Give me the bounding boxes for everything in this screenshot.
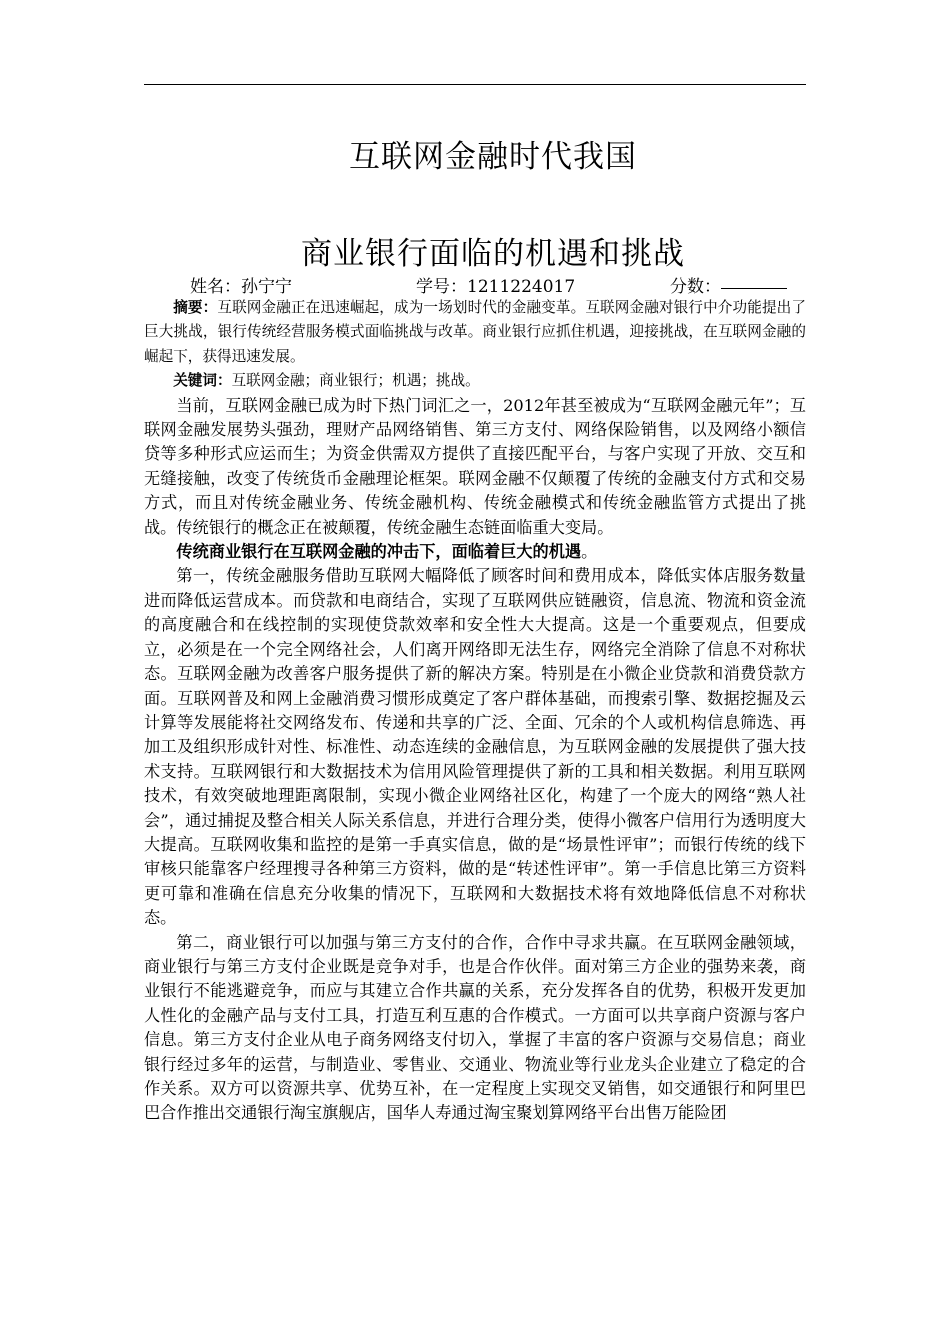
paragraph-2: 第一，传统金融服务借助互联网大幅降低了顾客时间和费用成本，降低实体店服务数量进而降低运营成本。而贷款和电商结合，实现了互联网供应链融资，信息流、物流和资金流的高度融合和在线控制的实现使贷款效率和安全性大大提高。这是一个重要观点，但要成立，必须是在一个完全网络社会，人们离开网络即无法生存，网络完全消除了信息不对称状态。互联网金融为改善客户服务提供了新的解决方案。特别是在小微企业贷款和消费贷款方面。互联网普及和网上金融消费习惯形成奠定了客户群体基础，而搜索引擎、数据挖掘及云计算等发展能将社交网络发布、传递和共享的广泛、全面、冗余的个人或机构信息筛选、再加工及组织形成针对性、标准性、动态连续的金融信息，为互联网金融的发展提供了强大技术支持。互联网银行和大数据技术为信用风险管理提供了新的工具和相关数据。利用互联网技术，有效突破地理距离限制，实现小微企业网络社区化，构建了一个庞大的网络“熟人社会”，通过捕捉及整合相关人际关系信息，并进行合理分类，使得小微客户信用行为透明度大大提高。互联网收集和监控的是第一手真实信息，做的是“场景性评审”；而银行传统的线下审核只能靠客户经理搜寻各种第三方资料，做的是“转述性评审”。第一手信息比第三方资料更可靠和准确在信息充分收集的情况下，互联网和大数据技术将有效地降低信息不对称状态。 xyxy=(144,566,806,928)
abstract xyxy=(144,296,806,369)
keywords-label: 关键词： xyxy=(173,372,232,390)
abstract-text: 互联网金融正在迅速崛起，成为一场划时代的金融变革。互联网金融对银行中介功能提出了巨大挑战，银行传统经营服务模式面临挑战与改革。商业银行应抓住机遇，迎接挑战，在互联网金融的崛起下，获得迅速发展。 xyxy=(144,299,806,365)
header-rule xyxy=(144,84,806,85)
keywords-text: 互联网金融；商业银行；机遇；挑战。 xyxy=(231,372,480,390)
abstract-label: 摘要： xyxy=(173,299,218,316)
document-body xyxy=(144,296,806,1126)
score-blank xyxy=(721,272,787,289)
section-heading-text: 传统商业银行在互联网金融的冲击下，面临着巨大的机遇 xyxy=(176,542,582,562)
paragraph-3: 第二，商业银行可以加强与第三方支付的合作，合作中寻求共赢。在互联网金融领域，商业银行与第三方支付企业既是竞争对手，也是合作伙伴。面对第三方企业的强势来袭，商业银行不能逃避竞争，而应与其建立合作共赢的关系，充分发挥各自的优势，积极开发更加人性化的金融产品与支付工具，打造互利互惠的合作模式。一方面可以共享商户资源与客户信息。第三方支付企业从电子商务网络支付切入，掌握了丰富的客户资源与交易信息；商业银行经过多年的运营，与制造业、零售业、交通业、物流业等行业龙头企业建立了稳定的合作关系。双方可以资源共享、优势互补，在一定程度上实现交叉销售，如交通银行和阿里巴巴合作推出交通银行淘宝旗舰店，国华人寿通过淘宝聚划算网络平台出售万能险团 xyxy=(144,932,806,1123)
keywords xyxy=(144,369,806,393)
title-line-2: 商业银行面临的机遇和挑战 xyxy=(301,236,685,272)
section-heading-end: 。 xyxy=(581,542,598,562)
score-field xyxy=(670,272,721,297)
score-label: 分数： xyxy=(670,277,721,297)
student-id: 学号：1211224017 xyxy=(416,277,576,297)
section-heading xyxy=(144,540,806,564)
student-name: 姓名：孙宁宁 xyxy=(190,277,292,297)
title-line-1: 互联网金融时代我国 xyxy=(349,139,637,175)
paragraph-1: 当前，互联网金融已成为时下热门词汇之一，2012年甚至被成为“互联网金融元年”；互联网金融发展势头强劲，理财产品网络销售、第三方支付、网络保险销售，以及网络小额信贷等多种形式应运而生；为资金供需双方提供了直接匹配平台，与客户实现了开放、交互和无缝接触，改变了传统货币金融理论框架。联网金融不仅颠覆了传统的金融支付方式和交易方式，而且对传统金融业务、传统金融机构、传统金融模式和传统金融监管方式提出了挑战。传统银行的概念正在被颠覆，传统金融生态链面临重大变局。 xyxy=(144,395,806,537)
